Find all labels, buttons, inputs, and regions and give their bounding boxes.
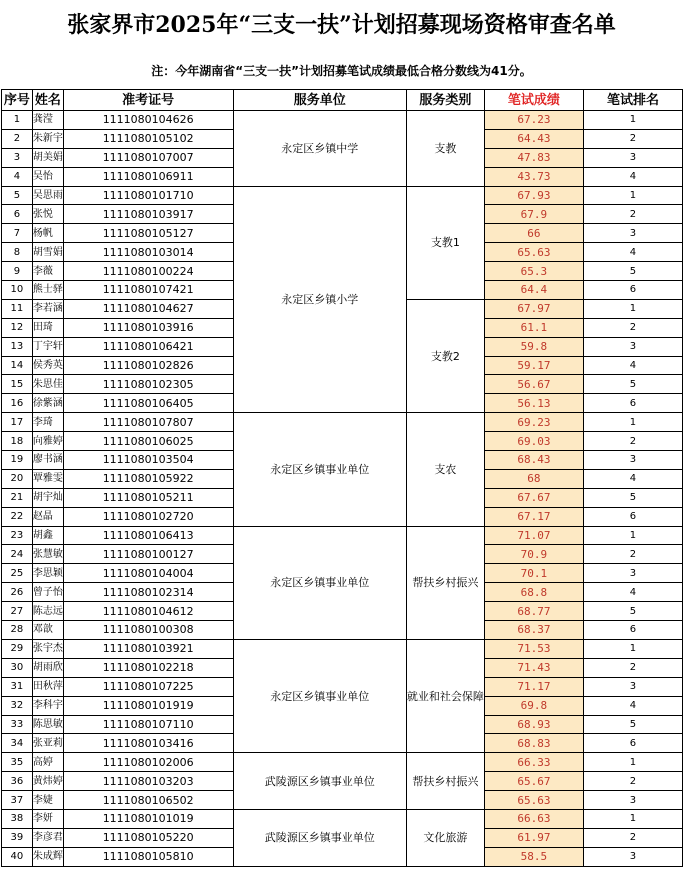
row-name: 陈思敏 [32,715,63,734]
row-index: 31 [2,677,33,696]
row-score: 43.73 [484,167,583,186]
header-index: 序号 [2,90,33,111]
row-score: 70.9 [484,545,583,564]
row-name: 胡雨欣 [32,658,63,677]
row-exam-id: 1111080106502 [63,791,233,810]
row-score: 71.07 [484,526,583,545]
row-index: 13 [2,337,33,356]
row-score: 64.4 [484,281,583,300]
row-score: 59.17 [484,356,583,375]
row-rank: 2 [583,828,682,847]
row-rank: 4 [583,696,682,715]
row-index: 1 [2,111,33,130]
row-unit: 永定区乡镇小学 [233,186,406,413]
row-index: 33 [2,715,33,734]
row-index: 38 [2,809,33,828]
row-exam-id: 1111080101019 [63,809,233,828]
row-exam-id: 1111080107807 [63,413,233,432]
table-header-row [2,90,683,111]
row-name: 李琦 [32,413,63,432]
row-index: 29 [2,639,33,658]
row-score: 71.17 [484,677,583,696]
row-index: 14 [2,356,33,375]
row-name: 李婕 [32,791,63,810]
row-rank: 3 [583,564,682,583]
row-rank: 4 [583,167,682,186]
row-score: 68.8 [484,583,583,602]
row-rank: 5 [583,715,682,734]
row-name: 李若涵 [32,299,63,318]
row-score: 68.93 [484,715,583,734]
row-name: 徐紫涵 [32,394,63,413]
row-score: 65.63 [484,243,583,262]
row-score: 67.17 [484,507,583,526]
row-score: 71.43 [484,658,583,677]
row-score: 68.83 [484,734,583,753]
row-exam-id: 1111080104612 [63,602,233,621]
row-rank: 3 [583,224,682,243]
row-exam-id: 1111080100127 [63,545,233,564]
header-exam-id: 准考证号 [63,90,233,111]
row-exam-id: 1111080107421 [63,281,233,300]
row-score: 66.33 [484,753,583,772]
row-score: 69.03 [484,432,583,451]
row-name: 龚滢 [32,111,63,130]
row-index: 21 [2,488,33,507]
row-name: 田秋萍 [32,677,63,696]
row-name: 吴怡 [32,167,63,186]
header-name: 姓名 [32,90,63,111]
row-rank: 1 [583,639,682,658]
row-unit: 永定区乡镇事业单位 [233,413,406,526]
row-rank: 1 [583,413,682,432]
row-score: 68.77 [484,602,583,621]
row-index: 2 [2,129,33,148]
row-exam-id: 1111080102305 [63,375,233,394]
row-exam-id: 1111080105810 [63,847,233,866]
row-name: 廖书涵 [32,451,63,470]
row-rank: 4 [583,356,682,375]
row-name: 张慧敏 [32,545,63,564]
note-text: 注：今年湖南省“三支一扶”计划招募笔试成绩最低合格分数线为41分。 [151,64,532,78]
header-score: 笔试成绩 [484,90,583,111]
row-index: 6 [2,205,33,224]
row-exam-id: 1111080105127 [63,224,233,243]
row-rank: 2 [583,545,682,564]
row-index: 18 [2,432,33,451]
row-rank: 4 [583,243,682,262]
row-rank: 1 [583,186,682,205]
row-exam-id: 1111080103504 [63,451,233,470]
row-index: 8 [2,243,33,262]
row-exam-id: 1111080103921 [63,639,233,658]
row-exam-id: 1111080106413 [63,526,233,545]
row-name: 高婷 [32,753,63,772]
row-score: 68 [484,469,583,488]
row-index: 24 [2,545,33,564]
row-score: 70.1 [484,564,583,583]
row-score: 58.5 [484,847,583,866]
row-score: 69.8 [484,696,583,715]
row-rank: 3 [583,148,682,167]
row-name: 张悦 [32,205,63,224]
row-score: 67.97 [484,299,583,318]
row-exam-id: 1111080104626 [63,111,233,130]
row-score: 56.67 [484,375,583,394]
row-index: 36 [2,772,33,791]
row-score: 67.23 [484,111,583,130]
row-rank: 3 [583,791,682,810]
row-index: 7 [2,224,33,243]
table-row [2,111,683,130]
row-unit: 永定区乡镇中学 [233,111,406,187]
row-exam-id: 1111080104627 [63,299,233,318]
row-category: 帮扶乡村振兴 [406,753,484,810]
row-name: 曾子怡 [32,583,63,602]
row-index: 22 [2,507,33,526]
row-name: 李妍 [32,809,63,828]
row-index: 16 [2,394,33,413]
row-exam-id: 1111080100308 [63,621,233,640]
row-exam-id: 1111080106421 [63,337,233,356]
row-exam-id: 1111080105220 [63,828,233,847]
row-name: 朱新宇 [32,129,63,148]
row-exam-id: 1111080102006 [63,753,233,772]
row-category: 文化旅游 [406,809,484,866]
row-rank: 3 [583,847,682,866]
row-exam-id: 1111080101710 [63,186,233,205]
row-rank: 1 [583,111,682,130]
row-exam-id: 1111080102314 [63,583,233,602]
row-rank: 2 [583,318,682,337]
row-exam-id: 1111080102826 [63,356,233,375]
row-rank: 3 [583,451,682,470]
row-exam-id: 1111080102218 [63,658,233,677]
row-index: 34 [2,734,33,753]
row-index: 3 [2,148,33,167]
table-row [2,526,683,545]
row-index: 15 [2,375,33,394]
row-index: 40 [2,847,33,866]
row-score: 66.63 [484,809,583,828]
row-index: 39 [2,828,33,847]
row-category: 支教1 [406,186,484,299]
row-score: 67.67 [484,488,583,507]
row-name: 李思颖 [32,564,63,583]
row-rank: 6 [583,621,682,640]
row-score: 56.13 [484,394,583,413]
header-rank: 笔试排名 [583,90,682,111]
row-exam-id: 1111080101919 [63,696,233,715]
row-name: 张宇杰 [32,639,63,658]
row-name: 杨帆 [32,224,63,243]
row-exam-id: 1111080103916 [63,318,233,337]
row-name: 侯秀英 [32,356,63,375]
row-exam-id: 1111080106405 [63,394,233,413]
row-name: 胡美娟 [32,148,63,167]
row-score: 65.63 [484,791,583,810]
row-rank: 4 [583,469,682,488]
row-exam-id: 1111080102720 [63,507,233,526]
row-rank: 2 [583,772,682,791]
row-rank: 3 [583,677,682,696]
row-exam-id: 1111080107007 [63,148,233,167]
row-index: 28 [2,621,33,640]
table-row [2,186,683,205]
row-score: 71.53 [484,639,583,658]
table-row [2,639,683,658]
row-exam-id: 1111080103014 [63,243,233,262]
candidate-table [1,89,683,867]
row-name: 田琦 [32,318,63,337]
row-rank: 2 [583,658,682,677]
row-name: 胡雪娟 [32,243,63,262]
row-rank: 2 [583,432,682,451]
row-rank: 1 [583,809,682,828]
row-rank: 6 [583,734,682,753]
row-rank: 5 [583,262,682,281]
row-score: 67.93 [484,186,583,205]
row-category: 就业和社会保障 [406,639,484,752]
table-row [2,809,683,828]
row-name: 向雅婷 [32,432,63,451]
row-name: 丁宇轩 [32,337,63,356]
row-category: 支教 [406,111,484,187]
header-category: 服务类别 [406,90,484,111]
row-unit: 武陵源区乡镇事业单位 [233,809,406,866]
row-rank: 3 [583,337,682,356]
row-rank: 2 [583,129,682,148]
header-unit: 服务单位 [233,90,406,111]
row-exam-id: 1111080100224 [63,262,233,281]
row-rank: 6 [583,281,682,300]
row-name: 熊士驿 [32,281,63,300]
row-index: 32 [2,696,33,715]
row-category: 帮扶乡村振兴 [406,526,484,639]
row-name: 朱思佳 [32,375,63,394]
row-name: 朱成辉 [32,847,63,866]
row-unit: 武陵源区乡镇事业单位 [233,753,406,810]
row-name: 覃雅雯 [32,469,63,488]
row-name: 赵晶 [32,507,63,526]
row-exam-id: 1111080103917 [63,205,233,224]
row-rank: 6 [583,394,682,413]
row-name: 黄炜婷 [32,772,63,791]
row-exam-id: 1111080105102 [63,129,233,148]
row-score: 47.83 [484,148,583,167]
row-score: 64.43 [484,129,583,148]
row-score: 59.8 [484,337,583,356]
row-name: 胡鑫 [32,526,63,545]
row-rank: 1 [583,526,682,545]
row-rank: 2 [583,205,682,224]
row-name: 李科宇 [32,696,63,715]
row-rank: 1 [583,299,682,318]
table-row [2,413,683,432]
row-index: 11 [2,299,33,318]
row-name: 吴思雨 [32,186,63,205]
row-index: 37 [2,791,33,810]
row-exam-id: 1111080106025 [63,432,233,451]
row-score: 68.43 [484,451,583,470]
row-index: 25 [2,564,33,583]
row-score: 61.97 [484,828,583,847]
row-exam-id: 1111080103203 [63,772,233,791]
row-score: 67.9 [484,205,583,224]
row-index: 19 [2,451,33,470]
row-index: 9 [2,262,33,281]
row-index: 12 [2,318,33,337]
row-name: 陈志远 [32,602,63,621]
row-rank: 5 [583,375,682,394]
row-exam-id: 1111080105211 [63,488,233,507]
row-index: 35 [2,753,33,772]
row-index: 5 [2,186,33,205]
row-category: 支教2 [406,299,484,412]
row-score: 65.3 [484,262,583,281]
row-unit: 永定区乡镇事业单位 [233,526,406,639]
row-category: 支农 [406,413,484,526]
row-score: 66 [484,224,583,243]
table-row [2,753,683,772]
row-exam-id: 1111080103416 [63,734,233,753]
row-index: 17 [2,413,33,432]
row-index: 27 [2,602,33,621]
row-index: 26 [2,583,33,602]
row-exam-id: 1111080104004 [63,564,233,583]
row-rank: 5 [583,602,682,621]
row-rank: 6 [583,507,682,526]
row-exam-id: 1111080107110 [63,715,233,734]
row-exam-id: 1111080106911 [63,167,233,186]
row-index: 4 [2,167,33,186]
row-unit: 永定区乡镇事业单位 [233,639,406,752]
row-score: 69.23 [484,413,583,432]
row-name: 李薇 [32,262,63,281]
row-index: 20 [2,469,33,488]
row-exam-id: 1111080107225 [63,677,233,696]
page-title: 张家界市2025年“三支一扶”计划招募现场资格审查名单 [67,12,616,38]
row-index: 10 [2,281,33,300]
row-score: 68.37 [484,621,583,640]
row-rank: 5 [583,488,682,507]
row-name: 邓歆 [32,621,63,640]
row-rank: 4 [583,583,682,602]
row-index: 23 [2,526,33,545]
row-score: 61.1 [484,318,583,337]
row-name: 李彦君 [32,828,63,847]
row-name: 胡宇灿 [32,488,63,507]
row-name: 张亚莉 [32,734,63,753]
row-exam-id: 1111080105922 [63,469,233,488]
row-score: 65.67 [484,772,583,791]
row-index: 30 [2,658,33,677]
row-rank: 1 [583,753,682,772]
